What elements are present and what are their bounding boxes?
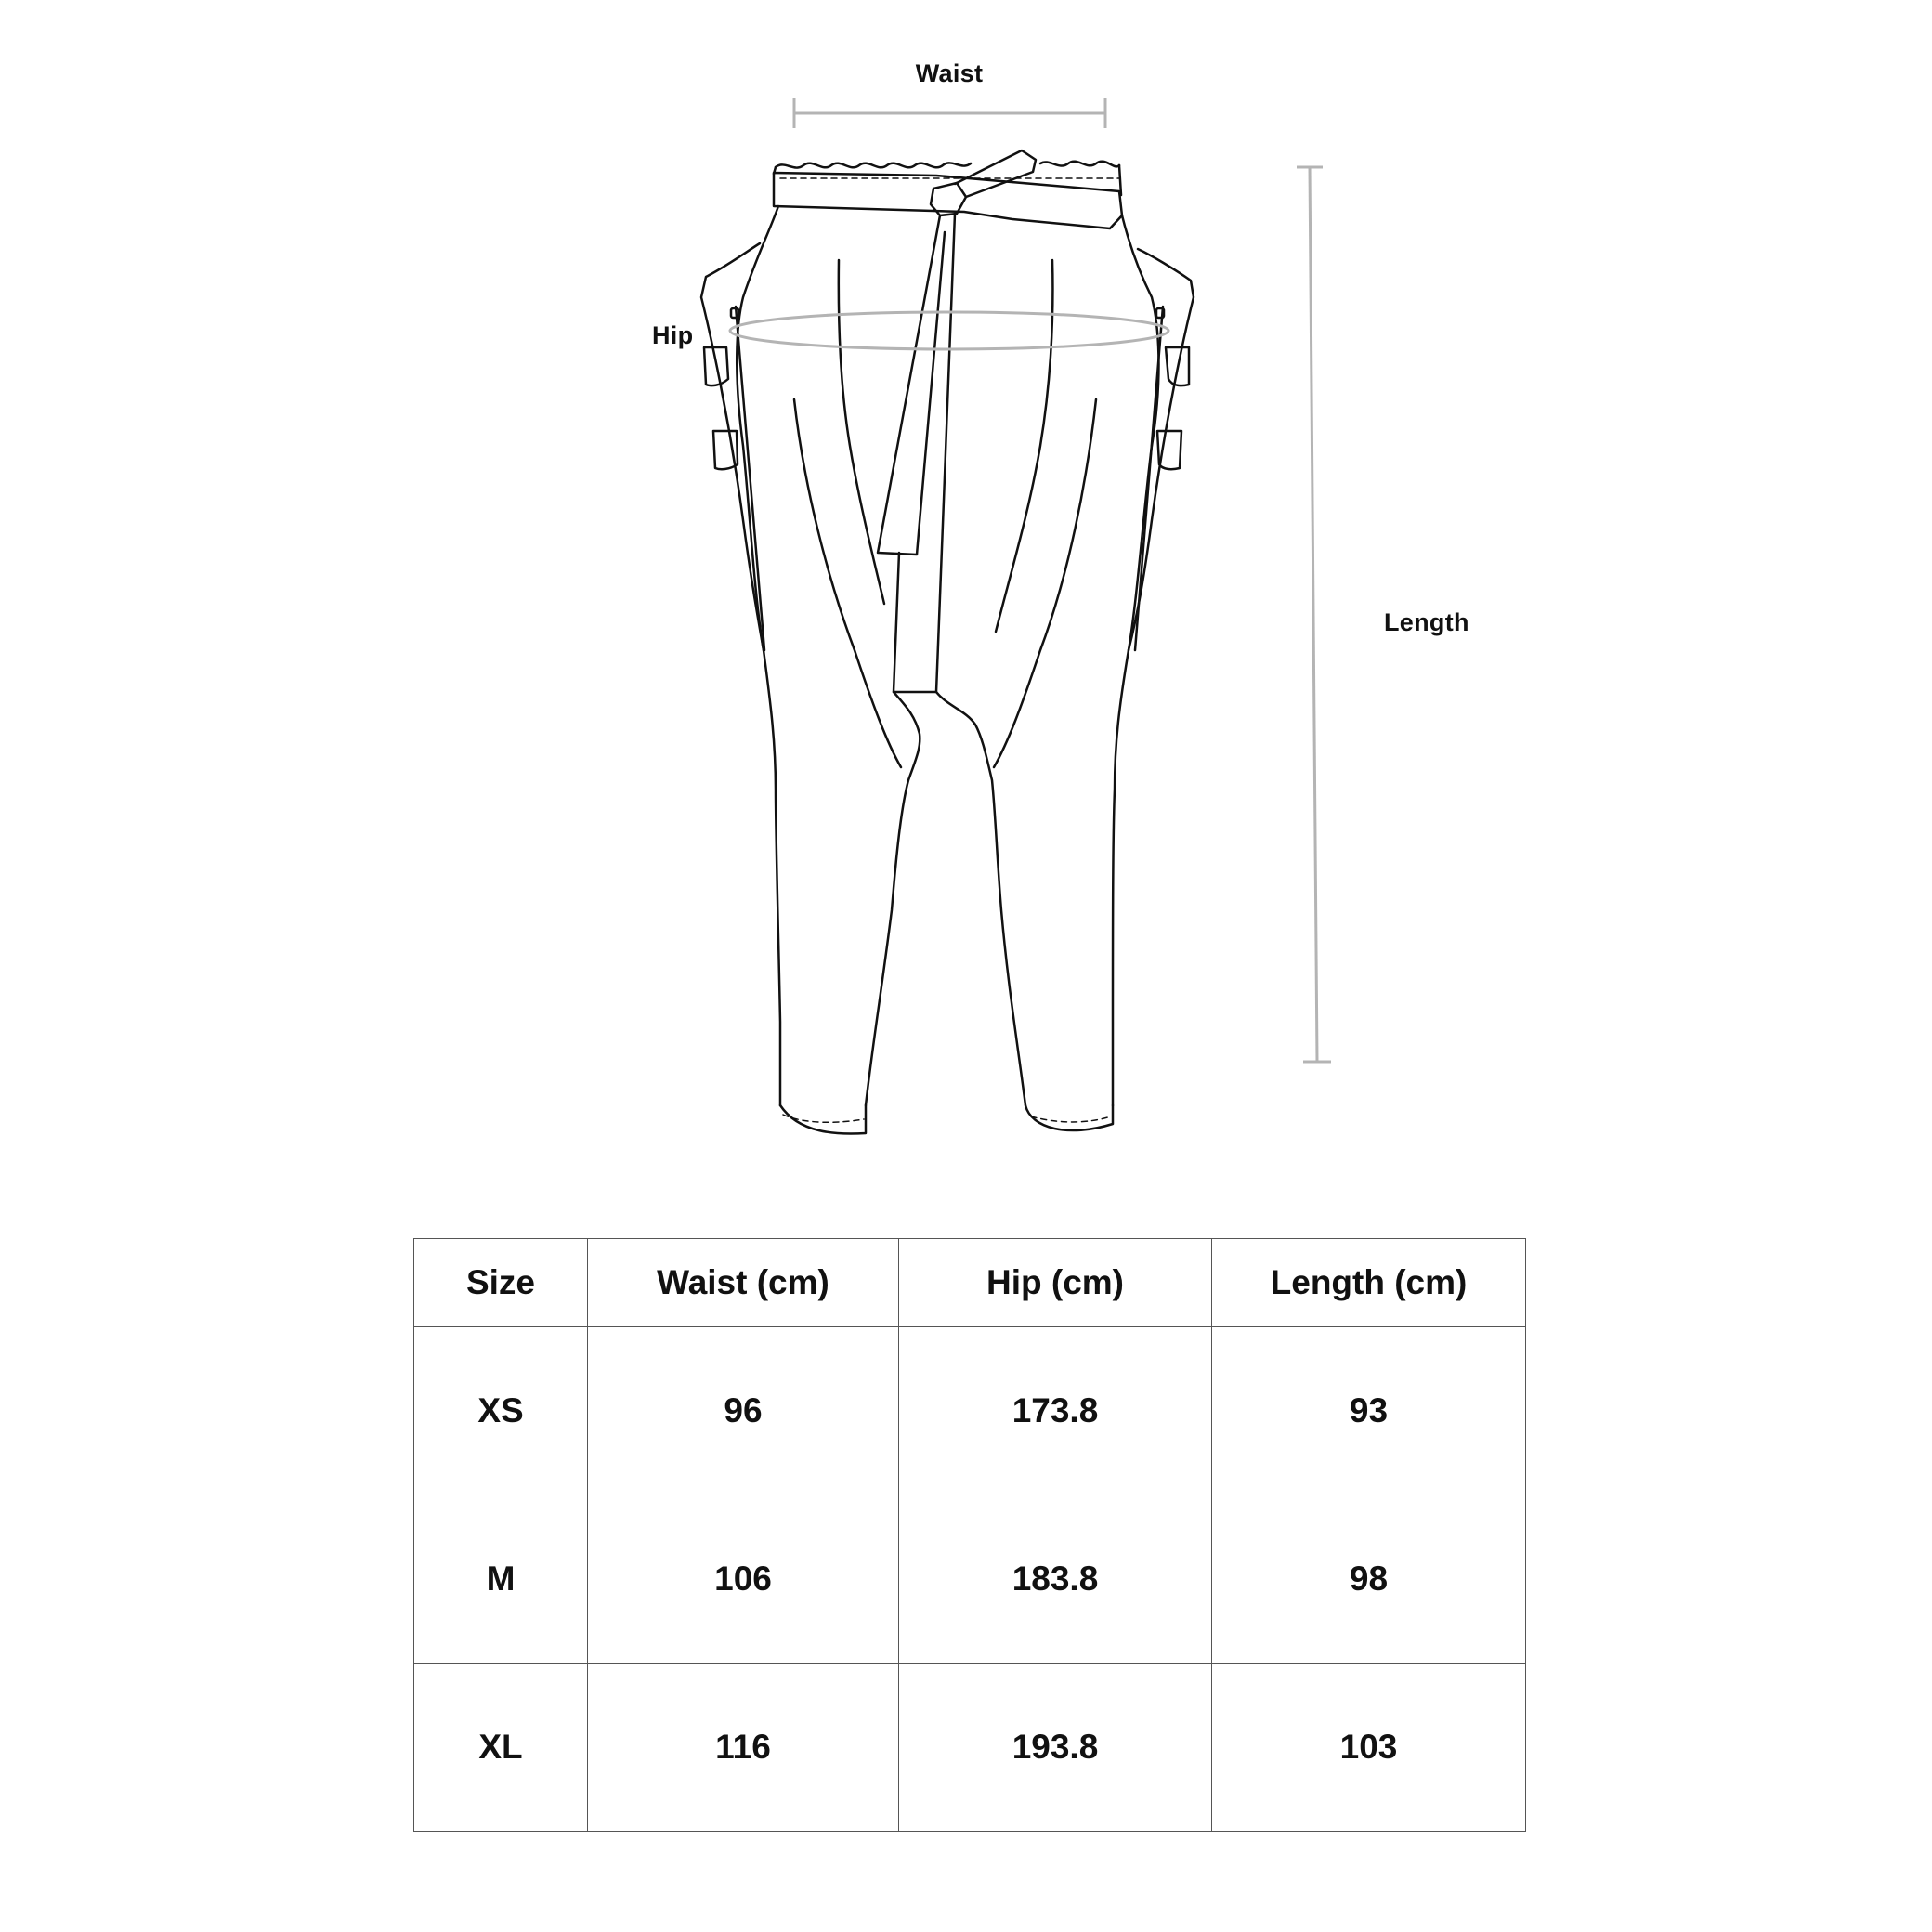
waist-measure-line	[794, 98, 1105, 128]
pants-outline	[701, 150, 1194, 1134]
left-leg-crease	[794, 399, 901, 767]
cell-size: M	[414, 1495, 588, 1664]
header-hip: Hip (cm)	[899, 1239, 1212, 1327]
belt-loop	[955, 150, 1036, 197]
size-table	[413, 1238, 1526, 1832]
cell-length: 93	[1212, 1327, 1526, 1495]
table-row	[414, 1327, 1526, 1495]
right-hip-contour	[1113, 215, 1159, 1105]
right-inseam	[936, 692, 1025, 1105]
cell-length: 98	[1212, 1495, 1526, 1664]
header-size: Size	[414, 1239, 588, 1327]
belt-tie-2	[894, 214, 955, 692]
table-header-row	[414, 1239, 1526, 1327]
cell-size: XL	[414, 1664, 588, 1832]
cell-waist: 116	[588, 1664, 899, 1832]
cell-hip: 173.8	[899, 1327, 1212, 1495]
belt-tie-1	[878, 215, 945, 555]
table-row	[414, 1495, 1526, 1664]
table-row	[414, 1664, 1526, 1832]
length-measure-line	[1297, 167, 1331, 1062]
cell-waist: 96	[588, 1327, 899, 1495]
waist-label: Waist	[915, 59, 984, 87]
left-zipper	[736, 307, 764, 650]
cell-size: XS	[414, 1327, 588, 1495]
cell-waist: 106	[588, 1495, 899, 1664]
length-label: Length	[1384, 608, 1469, 636]
cell-hip: 183.8	[899, 1495, 1212, 1664]
header-length: Length (cm)	[1212, 1239, 1526, 1327]
cell-length: 103	[1212, 1664, 1526, 1832]
belt-band	[774, 173, 1122, 228]
right-pleat	[996, 260, 1052, 632]
left-hem	[780, 1105, 866, 1134]
hip-label: Hip	[652, 321, 694, 349]
header-waist: Waist (cm)	[588, 1239, 899, 1327]
cell-hip: 193.8	[899, 1664, 1212, 1832]
left-side-flap	[701, 243, 764, 650]
right-hem-stitch	[1031, 1116, 1111, 1122]
waistband-top	[776, 162, 1119, 168]
right-hem	[1025, 1105, 1113, 1130]
